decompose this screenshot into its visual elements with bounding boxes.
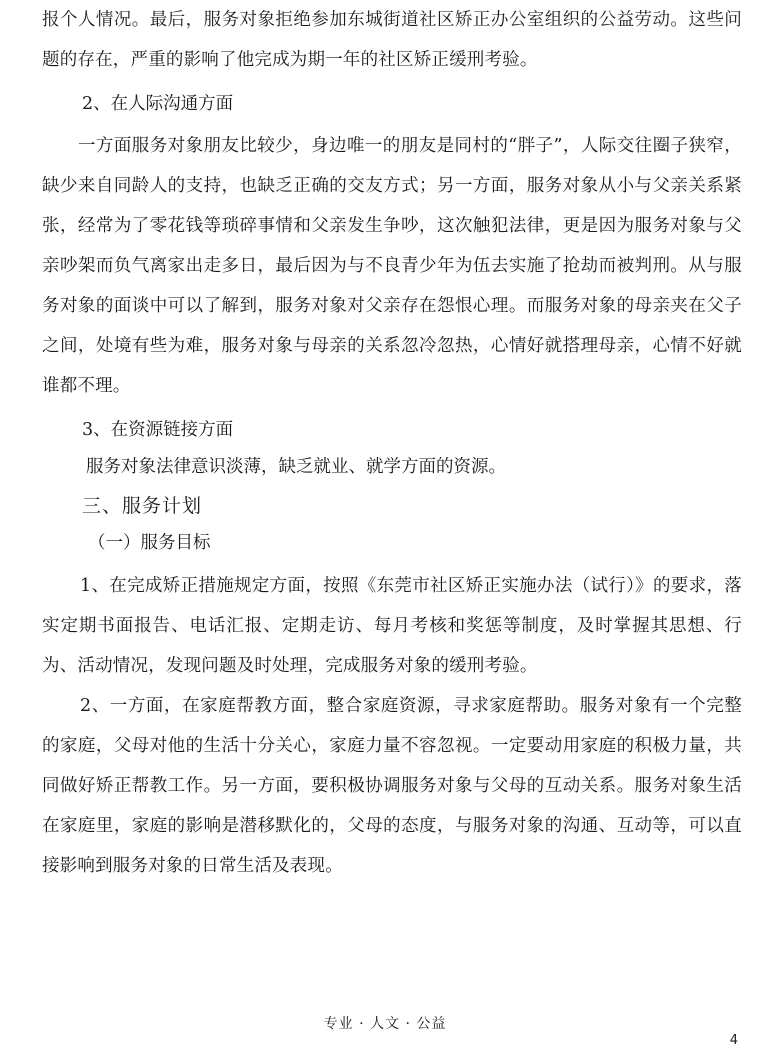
paragraph-interpersonal: 一方面服务对象朋友比较少，身边唯一的朋友是同村的“胖子”，人际交往圈子狭窄，缺少来自同龄人的支持，也缺乏正确的交友方式；另一方面，服务对象从小与父亲关系紧张，经常为了零花钱等琐碎事情和父亲发生争吵，这次触犯法律，更是因为服务对象与父亲吵架而负气离家出走多日，最后因为与不良青少年为伍去实施了抢劫而被判刑。从与服务对象的面谈中可以了解到，服务对象对父亲存在怨恨心理。而服务对象的母亲夹在父子之间，处境有些为难，服务对象与母亲的关系忽冷忽热，心情好就搭理母亲，心情不好就谁都不理。	[42, 136, 742, 396]
section-heading-service-plan: 三、服务计划	[82, 495, 203, 517]
paragraph-continuation: 报个人情况。最后，服务对象拒绝参加东城街道社区矫正办公室组织的公益劳动。这些问题的存在，严重的影响了他完成为期一年的社区矫正缓刑考验。	[42, 10, 742, 70]
paragraph-resources: 服务对象法律意识淡薄，缺乏就业、就学方面的资源。	[86, 457, 506, 477]
document-body	[42, 0, 742, 886]
subsection-heading-service-goals: （一）服务目标	[88, 533, 211, 553]
paragraph-goal-2: 2、一方面，在家庭帮教方面，整合家庭资源，寻求家庭帮助。服务对象有一个完整的家庭，父母对他的生活十分关心，家庭力量不容忽视。一定要动用家庭的积极力量，共同做好矫正帮教工作。另一方面，要积极协调服务对象与父母的互动关系。服务对象生活在家庭里，家庭的影响是潜移默化的，父母的态度，与服务对象的沟通、互动等，可以直接影响到服务对象的日常生活及表现。	[42, 696, 742, 876]
section-heading-resources: 3、在资源链接方面	[82, 420, 234, 440]
section-heading-interpersonal: 2、在人际沟通方面	[82, 94, 234, 114]
page-number: 4	[729, 1033, 738, 1048]
paragraph-goal-1: 1、在完成矫正措施规定方面，按照《东莞市社区矫正实施办法（试行）》的要求，落实定期书面报告、电话汇报、定期走访、每月考核和奖惩等制度，及时掌握其思想、行为、活动情况，发现问题及时处理，完成服务对象的缓刑考验。	[42, 576, 742, 676]
page-footer: 专业 · 人文 · 公益	[323, 1016, 447, 1032]
